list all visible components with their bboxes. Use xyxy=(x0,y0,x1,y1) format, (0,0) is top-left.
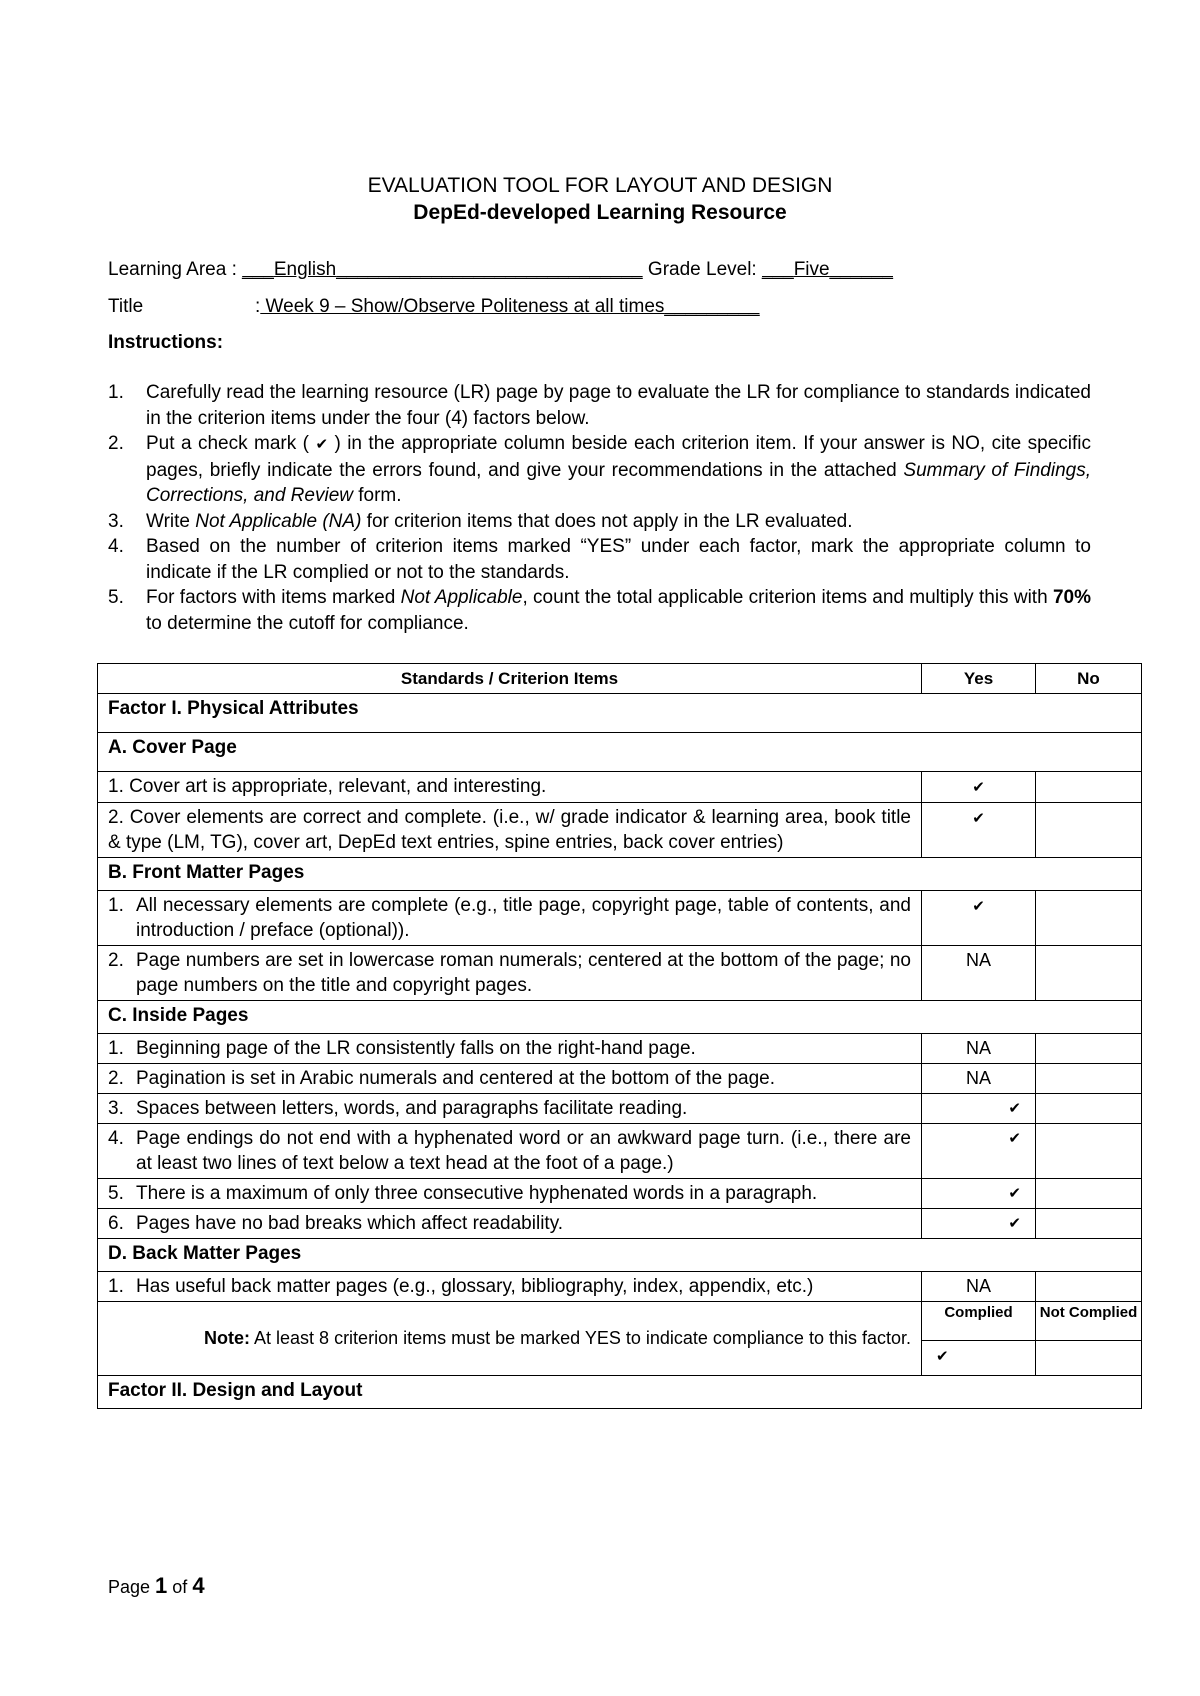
header-criteria: Standards / Criterion Items xyxy=(98,664,922,694)
instruction-text: for criterion items that does not apply in the LR evaluated. xyxy=(361,510,853,532)
check-mark-icon: ✔ xyxy=(972,779,985,796)
grade-level-value: Five xyxy=(793,259,830,280)
criterion-number: 1. xyxy=(108,895,124,916)
not-complied-cell[interactable] xyxy=(1036,1341,1142,1376)
instruction-emphasis: Not Applicable xyxy=(400,587,523,608)
criterion-cell xyxy=(98,1064,922,1094)
criterion-text: Pages have no bad breaks which affect readability. xyxy=(136,1213,564,1234)
instruction-item xyxy=(108,585,1091,636)
criterion-text: Spaces between letters, words, and paragraphs facilitate reading. xyxy=(136,1098,688,1119)
instruction-item xyxy=(108,534,1091,585)
instruction-item xyxy=(108,509,1091,535)
criterion-text: Page endings do not end with a hyphenated word or an awkward page turn. (i.e., there are at least two lines of text below a text head at the foot of a page.) xyxy=(136,1128,911,1174)
header-yes: Yes xyxy=(922,664,1036,694)
learning-area-value: English xyxy=(273,259,337,280)
table-row xyxy=(98,803,1142,858)
document-title: EVALUATION TOOL FOR LAYOUT AND DESIGN xyxy=(367,174,833,197)
table-header-row xyxy=(98,664,1142,694)
instruction-strong: 70% xyxy=(1052,587,1091,608)
check-mark-icon: ✔ xyxy=(1008,1100,1021,1117)
criterion-cell xyxy=(98,1272,922,1302)
criterion-text: Cover elements are correct and complete. (i.e., w/ grade indicator & learning area, book title & type (LM, TG), cover art, DepEd text entries, spine entries, back cover entries) xyxy=(108,807,911,853)
criterion-number: 1. xyxy=(108,1038,124,1059)
complied-cell[interactable] xyxy=(922,1341,1036,1376)
criterion-cell xyxy=(98,803,922,858)
check-mark-icon: ✔ xyxy=(972,898,985,915)
na-mark: NA xyxy=(965,1276,991,1296)
table-row xyxy=(98,1179,1142,1209)
instructions-list xyxy=(108,380,1091,636)
yes-cell[interactable] xyxy=(922,1094,1036,1124)
not-complied-label: Not Complied xyxy=(1036,1302,1142,1341)
criterion-cell xyxy=(98,946,922,1001)
instruction-text: Put a check mark ( xyxy=(146,433,316,454)
check-mark-icon: ✔ xyxy=(1008,1185,1021,1202)
section-title: D. Back Matter Pages xyxy=(98,1239,1142,1272)
yes-cell[interactable] xyxy=(922,803,1036,858)
grade-level-blank-pre: ___ xyxy=(761,259,794,280)
instruction-text: Carefully read the learning resource (LR) page by page to evaluate the LR for compliance to standards indicated in the criterion items under the four (4) factors below. xyxy=(146,382,1091,429)
na-mark: NA xyxy=(965,1068,991,1088)
instruction-number: 2. xyxy=(108,433,124,454)
yes-cell[interactable] xyxy=(922,1209,1036,1239)
no-cell[interactable] xyxy=(1036,803,1142,858)
instruction-text: to determine the cutoff for compliance. xyxy=(146,612,469,634)
yes-cell[interactable] xyxy=(922,1179,1036,1209)
criterion-cell xyxy=(98,1124,922,1179)
header-no: No xyxy=(1036,664,1142,694)
section-row xyxy=(98,733,1142,772)
check-mark-icon: ✔ xyxy=(972,810,985,827)
yes-cell[interactable] xyxy=(922,772,1036,803)
criterion-cell xyxy=(98,1179,922,1209)
compliance-note xyxy=(98,1302,922,1376)
criterion-text: There is a maximum of only three consecutive hyphenated words in a paragraph. xyxy=(136,1183,818,1204)
factor-title: Factor I. Physical Attributes xyxy=(98,694,1142,733)
no-cell[interactable] xyxy=(1036,891,1142,946)
table-row xyxy=(98,946,1142,1001)
yes-cell[interactable] xyxy=(922,891,1036,946)
footer-page-word: Page xyxy=(108,1577,156,1597)
table-row xyxy=(98,1034,1142,1064)
instruction-number: 1. xyxy=(108,382,124,403)
note-label: Note: xyxy=(204,1328,251,1348)
document-subtitle: DepEd-developed Learning Resource xyxy=(413,201,787,224)
factor-row xyxy=(98,1376,1142,1409)
yes-cell[interactable] xyxy=(922,1124,1036,1179)
table-row xyxy=(98,1124,1142,1179)
instruction-emphasis: Not Applicable (NA) xyxy=(195,510,362,532)
no-cell[interactable] xyxy=(1036,946,1142,1001)
no-cell[interactable] xyxy=(1036,1179,1142,1209)
no-cell[interactable] xyxy=(1036,772,1142,803)
criterion-number: 6. xyxy=(108,1213,124,1234)
criterion-number: 2. xyxy=(108,1068,124,1089)
section-title: A. Cover Page xyxy=(98,733,1142,772)
check-mark-icon: ✔ xyxy=(1008,1215,1021,1232)
yes-cell[interactable] xyxy=(922,1064,1036,1094)
yes-cell[interactable] xyxy=(922,946,1036,1001)
instruction-text: Write xyxy=(146,510,196,532)
table-row xyxy=(98,1094,1142,1124)
learning-area-blank-post: _____________________________ xyxy=(336,259,643,280)
yes-cell[interactable] xyxy=(922,1034,1036,1064)
check-mark-icon: ✔ xyxy=(315,436,329,453)
title-colon: : xyxy=(255,296,261,317)
table-row xyxy=(98,1064,1142,1094)
footer-of-word: of xyxy=(167,1577,193,1597)
section-title: B. Front Matter Pages xyxy=(98,858,1142,891)
factor-title: Factor II. Design and Layout xyxy=(98,1376,1142,1409)
criterion-number: 2. xyxy=(108,950,124,971)
title-label: Title xyxy=(108,296,144,317)
criterion-cell xyxy=(98,1209,922,1239)
learning-area-field xyxy=(108,258,893,282)
instruction-item xyxy=(108,431,1091,509)
criterion-text: Beginning page of the LR consistently falls on the right-hand page. xyxy=(136,1038,696,1059)
no-cell[interactable] xyxy=(1036,1094,1142,1124)
section-row xyxy=(98,1001,1142,1034)
instructions-heading: Instructions: xyxy=(108,332,224,353)
criterion-text: Page numbers are set in lowercase roman numerals; centered at the bottom of the page; no page numbers on the title and copyright pages. xyxy=(136,950,911,996)
section-title: C. Inside Pages xyxy=(98,1001,1142,1034)
factor-row xyxy=(98,694,1142,733)
table-row xyxy=(98,1209,1142,1239)
footer-page-number: 1 xyxy=(155,1573,168,1598)
instruction-text: , count the total applicable criterion items and multiply this with xyxy=(522,587,1053,608)
learning-area-label: Learning Area : xyxy=(108,259,243,280)
complied-label: Complied xyxy=(922,1302,1036,1341)
criterion-number: 2. xyxy=(108,807,124,828)
criterion-text: Pagination is set in Arabic numerals and centered at the bottom of the page. xyxy=(136,1068,776,1089)
criterion-number: 4. xyxy=(108,1128,124,1149)
no-cell[interactable] xyxy=(1036,1209,1142,1239)
instruction-text: For factors with items marked xyxy=(146,587,401,608)
compliance-label-row xyxy=(98,1302,1142,1341)
criterion-number: 1. xyxy=(108,776,124,797)
footer-page-total: 4 xyxy=(192,1573,205,1598)
instruction-number: 3. xyxy=(108,510,124,532)
title-blank-post: _________ xyxy=(664,296,760,317)
note-text: At least 8 criterion items must be marked YES to indicate compliance to this factor. xyxy=(250,1328,911,1348)
learning-area-blank-pre: ___ xyxy=(242,259,274,280)
criterion-text: Has useful back matter pages (e.g., glossary, bibliography, index, appendix, etc.) xyxy=(136,1276,814,1297)
grade-level-blank-post: ______ xyxy=(829,259,893,280)
instruction-number: 5. xyxy=(108,587,124,608)
criterion-number: 1. xyxy=(108,1276,124,1297)
na-mark: NA xyxy=(965,950,991,970)
criterion-text: Cover art is appropriate, relevant, and interesting. xyxy=(129,776,547,797)
title-value: Week 9 – Show/Observe Politeness at all times xyxy=(260,296,665,317)
check-mark-icon: ✔ xyxy=(936,1348,949,1365)
criterion-text: All necessary elements are complete (e.g., title page, copyright page, table of contents, and introduction / preface (optional)). xyxy=(136,895,911,941)
criterion-cell xyxy=(98,1034,922,1064)
instruction-text: form. xyxy=(352,485,402,506)
title-field xyxy=(108,295,143,319)
instruction-text: ) in the appropriate column beside each criterion item. If your answer is NO, cite specific pages, briefly indicate the errors found, and give your recommendations in the attached xyxy=(146,433,1091,481)
yes-cell[interactable] xyxy=(922,1272,1036,1302)
instruction-number: 4. xyxy=(108,536,124,557)
table-row xyxy=(98,772,1142,803)
table-row xyxy=(98,891,1142,946)
grade-level-label: Grade Level: xyxy=(642,259,762,280)
no-cell[interactable] xyxy=(1036,1124,1142,1179)
criteria-table xyxy=(97,663,1142,1409)
criterion-number: 3. xyxy=(108,1098,124,1119)
no-cell[interactable] xyxy=(1036,1272,1142,1302)
page-footer xyxy=(108,1574,205,1599)
check-mark-icon: ✔ xyxy=(1008,1130,1021,1147)
na-mark: NA xyxy=(965,1038,991,1058)
title-value-field xyxy=(255,295,760,319)
criterion-cell xyxy=(98,1094,922,1124)
instruction-emphasis: Summary of Findings, Corrections, and Review xyxy=(146,459,1091,506)
criterion-cell xyxy=(98,891,922,946)
section-row xyxy=(98,1239,1142,1272)
instruction-item xyxy=(108,380,1091,431)
no-cell[interactable] xyxy=(1036,1064,1142,1094)
criterion-number: 5. xyxy=(108,1183,124,1204)
instruction-text: Based on the number of criterion items marked “YES” under each factor, mark the appropriate column to indicate if the LR complied or not to the standards. xyxy=(146,536,1091,583)
no-cell[interactable] xyxy=(1036,1034,1142,1064)
criterion-cell xyxy=(98,772,922,803)
table-row xyxy=(98,1272,1142,1302)
section-row xyxy=(98,858,1142,891)
